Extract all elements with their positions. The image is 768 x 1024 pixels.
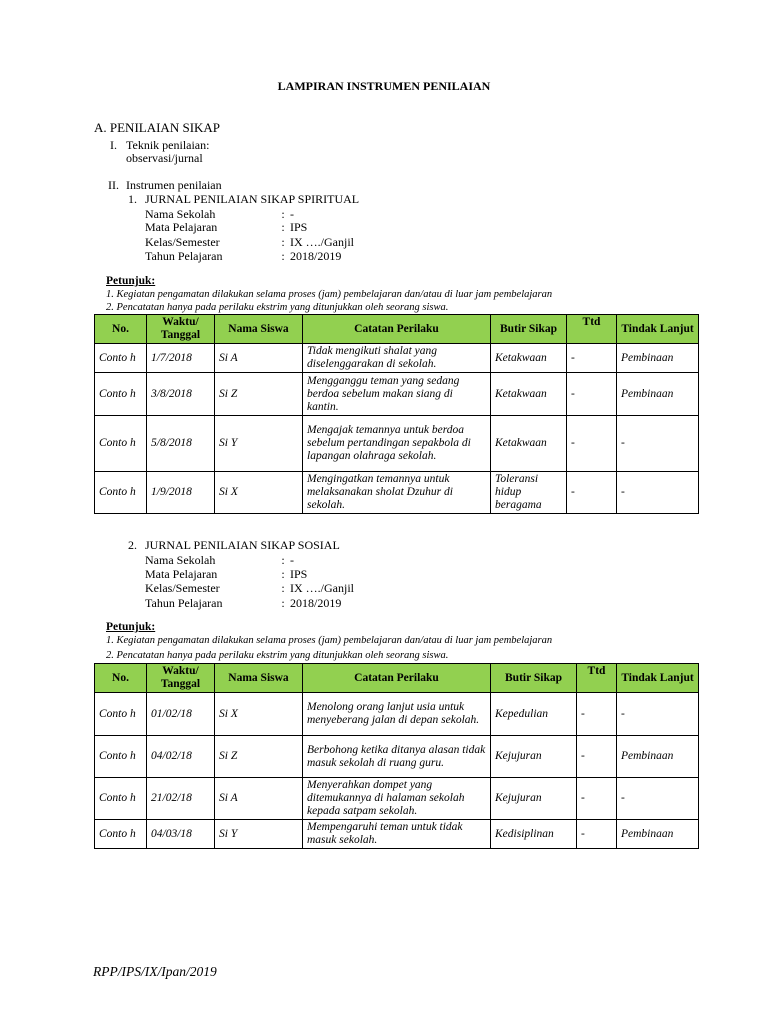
journal1-petunjuk: Petunjuk: [106,275,156,287]
info-value: IPS [290,220,308,234]
info-value: IPS [290,567,308,581]
cell-nama: Si Y [215,416,303,472]
info-label: Mata Pelajaran [145,567,218,581]
cell-catatan: Menolong orang lanjut usia untuk menyeberang jalan di depan sekolah. [303,693,491,736]
header-tindak: Tindak Lanjut [617,315,699,344]
header-butir: Butir Sikap [491,664,577,693]
table-row [95,693,699,736]
cell-tindak: - [617,472,699,514]
cell-tanggal: 04/02/18 [147,736,215,778]
journal2-petunjuk: Petunjuk: [106,621,156,633]
cell-ttd: - [567,373,617,416]
cell-no: Conto h [95,778,147,820]
header-tindak: Tindak Lanjut [617,664,699,693]
table-header-row [95,664,699,693]
table-row [95,416,699,472]
cell-tanggal: 04/03/18 [147,820,215,849]
info-value: IX …./Ganjil [290,235,354,249]
info-colon: : [281,249,285,263]
info-label: Kelas/Semester [145,581,220,595]
cell-ttd: - [567,416,617,472]
info-label: Kelas/Semester [145,235,220,249]
header-butir: Butir Sikap [491,315,567,344]
info-colon: : [281,596,285,610]
cell-butir: Ketakwaan [491,373,567,416]
cell-nama: Si Z [215,736,303,778]
cell-catatan: Menyerahkan dompet yang ditemukannya di halaman sekolah kepada satpam sekolah. [303,778,491,820]
cell-tanggal: 21/02/18 [147,778,215,820]
info-colon: : [281,581,285,595]
cell-tindak: - [617,693,699,736]
info-label: Tahun Pelajaran [145,249,223,263]
teknik-value: observasi/jurnal [126,151,203,165]
cell-tindak: - [617,416,699,472]
section-a-heading: A. PENILAIAN SIKAP [94,120,221,135]
cell-catatan: Berbohong ketika ditanya alasan tidak masuk sekolah di ruang guru. [303,736,491,778]
cell-tanggal: 3/8/2018 [147,373,215,416]
journal1-number: 1. [128,192,137,206]
cell-no: Conto h [95,373,147,416]
info-label: Nama Sekolah [145,553,216,567]
info-colon: : [281,235,285,249]
cell-catatan: Mengajak temannya untuk berdoa sebelum pertandingan sepakbola di lapangan olahraga sekolah. [303,416,491,472]
cell-tindak: Pembinaan [617,820,699,849]
header-ttd: Ttd [577,664,617,693]
cell-butir: Kejujuran [491,736,577,778]
cell-ttd: - [577,693,617,736]
header-nama: Nama Siswa [215,315,303,344]
cell-butir: Kejujuran [491,778,577,820]
cell-ttd: - [577,736,617,778]
cell-tanggal: 1/7/2018 [147,344,215,373]
journal1-note-2: 2. Pencatatan hanya pada perilaku ekstrim yang ditunjukkan oleh seorang siswa. [106,302,449,313]
teknik-number: I. [110,138,117,152]
info-colon: : [281,207,285,221]
cell-catatan: Mengganggu teman yang sedang berdoa sebelum makan siang di kantin. [303,373,491,416]
journal2-title: JURNAL PENILAIAN SIKAP SOSIAL [145,538,340,552]
table-row [95,373,699,416]
journal2-note-1: 1. Kegiatan pengamatan dilakukan selama proses (jam) pembelajaran dan/atau di luar jam pembelajaran [106,635,553,646]
cell-no: Conto h [95,344,147,373]
instrumen-label: Instrumen penilaian [126,178,222,192]
cell-no: Conto h [95,472,147,514]
info-colon: : [281,220,285,234]
info-colon: : [281,553,285,567]
info-value: 2018/2019 [290,596,342,610]
info-value: 2018/2019 [290,249,342,263]
journal2-table [94,663,699,849]
header-no: No. [95,664,147,693]
cell-nama: Si A [215,778,303,820]
cell-tindak: - [617,778,699,820]
cell-butir: Kepedulian [491,693,577,736]
table-row [95,778,699,820]
cell-ttd: - [577,778,617,820]
teknik-label: Teknik penilaian: [126,138,210,152]
cell-nama: Si Y [215,820,303,849]
cell-nama: Si A [215,344,303,373]
document-title: LAMPIRAN INSTRUMEN PENILAIAN [277,79,491,93]
info-label: Nama Sekolah [145,207,216,221]
header-waktu: Waktu/ Tanggal [147,664,215,693]
cell-no: Conto h [95,736,147,778]
cell-butir: Toleransi hidup beragama [491,472,567,514]
cell-tindak: Pembinaan [617,736,699,778]
cell-nama: Si Z [215,373,303,416]
table-row [95,820,699,849]
cell-ttd: - [567,344,617,373]
header-no: No. [95,315,147,344]
header-catatan: Catatan Perilaku [303,664,491,693]
info-value: - [290,553,294,567]
info-value: IX …./Ganjil [290,581,354,595]
cell-butir: Kedisiplinan [491,820,577,849]
info-label: Tahun Pelajaran [145,596,223,610]
header-ttd: Ttd [567,315,617,344]
cell-butir: Ketakwaan [491,416,567,472]
instrumen-number: II. [108,178,119,192]
journal1-note-1: 1. Kegiatan pengamatan dilakukan selama proses (jam) pembelajaran dan/atau di luar jam pembelajaran [106,289,553,300]
journal1-title: JURNAL PENILAIAN SIKAP SPIRITUAL [145,192,360,206]
header-catatan: Catatan Perilaku [303,315,491,344]
cell-nama: Si X [215,693,303,736]
cell-catatan: Mengingatkan temannya untuk melaksanakan sholat Dzuhur di sekolah. [303,472,491,514]
journal2-number: 2. [128,538,137,552]
cell-no: Conto h [95,820,147,849]
cell-tanggal: 1/9/2018 [147,472,215,514]
info-colon: : [281,567,285,581]
cell-butir: Ketakwaan [491,344,567,373]
header-nama: Nama Siswa [215,664,303,693]
table-header-row [95,315,699,344]
info-value: - [290,207,294,221]
cell-no: Conto h [95,693,147,736]
table-row [95,344,699,373]
cell-ttd: - [567,472,617,514]
journal1-table [94,314,699,514]
cell-tanggal: 01/02/18 [147,693,215,736]
header-waktu: Waktu/ Tanggal [147,315,215,344]
cell-tindak: Pembinaan [617,373,699,416]
cell-tanggal: 5/8/2018 [147,416,215,472]
cell-nama: Si X [215,472,303,514]
info-label: Mata Pelajaran [145,220,218,234]
page-footer: RPP/IPS/IX/Ipan/2019 [93,964,217,979]
cell-catatan: Tidak mengikuti shalat yang diselenggarakan di sekolah. [303,344,491,373]
table-row [95,472,699,514]
cell-no: Conto h [95,416,147,472]
table-row [95,736,699,778]
cell-ttd: - [577,820,617,849]
cell-catatan: Mempengaruhi teman untuk tidak masuk sekolah. [303,820,491,849]
journal2-note-2: 2. Pencatatan hanya pada perilaku ekstrim yang ditunjukkan oleh seorang siswa. [106,650,449,661]
cell-tindak: Pembinaan [617,344,699,373]
